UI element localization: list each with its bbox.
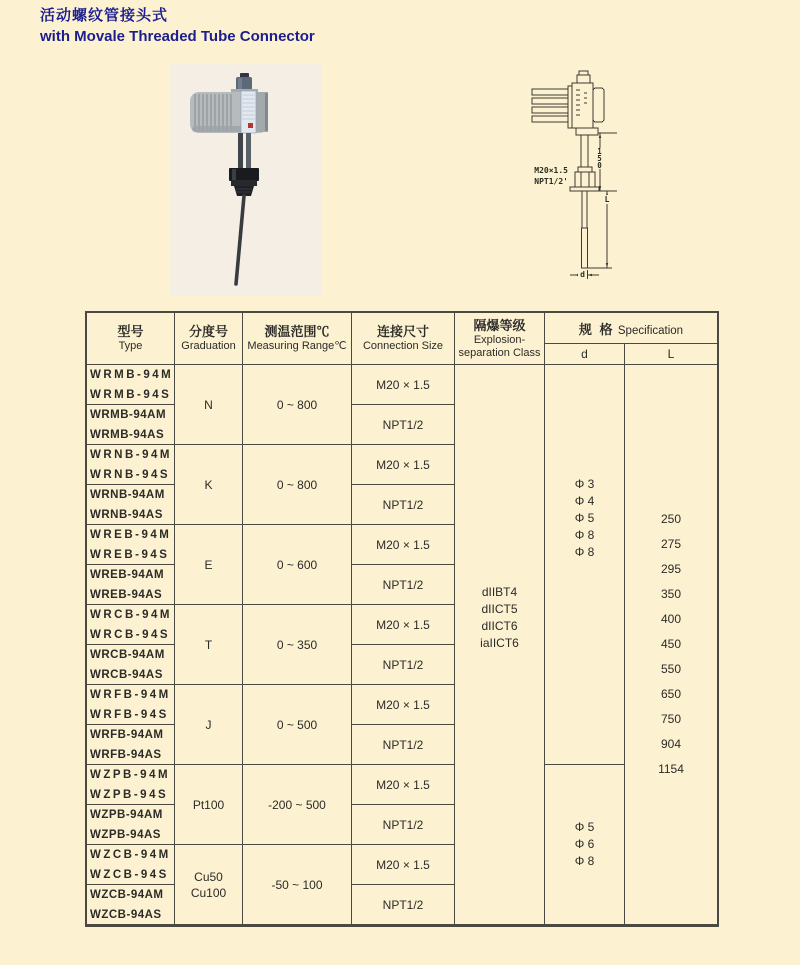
value-line: 250 (660, 512, 682, 526)
diameter-lower-cell (545, 765, 625, 925)
header-graduation-en: Graduation (181, 340, 236, 352)
header-type-en: Type (118, 340, 143, 352)
header-connection-zh: 连接尺寸 (376, 324, 429, 339)
header-spec-en: Specification (617, 324, 684, 337)
header-graduation-zh: 分度号 (188, 324, 228, 339)
graduation-cell (175, 605, 243, 685)
range-cell: 0 ~ 600 (243, 525, 352, 605)
model-cell: WZPB-94S (87, 785, 175, 805)
model-cell: WRCB-94AM (87, 645, 175, 665)
connection-cell: NPT1/2 (352, 805, 455, 845)
model-cell: WREB-94AM (87, 565, 175, 585)
model-cell: WRNB-94AM (87, 485, 175, 505)
connection-cell: NPT1/2 (352, 885, 455, 925)
value-line: J (205, 717, 212, 732)
drawing-neck-tube (581, 135, 588, 167)
range-cell: 0 ~ 500 (243, 685, 352, 765)
connection-cell: NPT1/2 (352, 725, 455, 765)
value-line: dIICT6 (481, 618, 518, 633)
connection-cell: NPT1/2 (352, 565, 455, 605)
value-line: 1154 (658, 762, 684, 776)
model-cell: WRMB-94M (87, 365, 175, 385)
value-line: K (204, 477, 213, 492)
value-line: 750 (660, 712, 682, 726)
page-title (40, 5, 315, 47)
value-line: E (204, 557, 213, 572)
value-line: Pt100 (192, 797, 225, 812)
length-cell (625, 365, 717, 925)
header-d: d (545, 344, 625, 365)
value-line: 400 (660, 612, 682, 626)
connection-cell: M20 × 1.5 (352, 845, 455, 885)
explosion-class-cell (455, 365, 545, 925)
model-cell: WRMB-94AS (87, 425, 175, 445)
model-cell: WZCB-94AM (87, 885, 175, 905)
graduation-cell (175, 445, 243, 525)
table-row (87, 765, 717, 785)
model-cell: WRCB-94M (87, 605, 175, 625)
value-line: dIICT5 (481, 601, 518, 616)
connection-cell: M20 × 1.5 (352, 765, 455, 805)
page-title-zh: 活动螺纹管接头式 (40, 7, 169, 24)
value-line: Φ 5 (574, 511, 595, 525)
model-cell: WZPB-94M (87, 765, 175, 785)
value-line: T (204, 637, 213, 652)
value-line: Φ 3 (574, 477, 595, 491)
value-line: Φ 5 (574, 820, 595, 834)
connection-cell: M20 × 1.5 (352, 445, 455, 485)
model-cell: WRFB-94AS (87, 745, 175, 765)
model-cell: WRFB-94AM (87, 725, 175, 745)
value-line: Cu50 (194, 869, 223, 884)
header-explosion (455, 313, 545, 365)
model-cell: WZPB-94AS (87, 825, 175, 845)
value-line: 295 (660, 562, 682, 576)
model-cell: WZCB-94AS (87, 905, 175, 925)
graduation-cell (175, 365, 243, 445)
connection-cell: M20 × 1.5 (352, 365, 455, 405)
header-explosion-zh: 隔爆等级 (473, 317, 526, 333)
model-cell: WRCB-94AS (87, 665, 175, 685)
graduation-cell (175, 525, 243, 605)
header-range-en: Measuring Range℃ (247, 340, 347, 352)
drawing-thread-fitting (570, 167, 599, 191)
diameter-upper-cell (545, 365, 625, 765)
value-line: iaIICT6 (480, 635, 519, 650)
header-l: L (625, 344, 717, 365)
value-line: Φ 8 (574, 545, 595, 559)
range-cell: 0 ~ 800 (243, 365, 352, 445)
value-line: 650 (660, 687, 682, 701)
range-cell: 0 ~ 350 (243, 605, 352, 685)
header-type-zh: 型号 (117, 324, 144, 339)
graduation-cell (175, 765, 243, 845)
value-line: 904 (660, 737, 682, 751)
model-cell: WRNB-94S (87, 465, 175, 485)
model-cell: WRMB-94AM (87, 405, 175, 425)
header-range (243, 313, 352, 365)
value-line: 450 (660, 637, 682, 651)
range-cell: -200 ~ 500 (243, 765, 352, 845)
model-cell: WRNB-94AS (87, 505, 175, 525)
value-line: Φ 8 (574, 854, 595, 868)
header-explosion-en1: Explosion- (473, 333, 526, 346)
value-line: 550 (660, 662, 682, 676)
header-type (87, 313, 175, 365)
connection-cell: NPT1/2 (352, 485, 455, 525)
model-cell: WREB-94S (87, 545, 175, 565)
graduation-cell (175, 845, 243, 925)
label-red-mark (248, 123, 253, 128)
value-line: Φ 6 (574, 837, 595, 851)
header-specification (545, 313, 717, 344)
model-cell: WRFB-94M (87, 685, 175, 705)
model-cell: WZCB-94S (87, 865, 175, 885)
model-cell: WRFB-94S (87, 705, 175, 725)
dim-label-150: 150 (595, 148, 604, 169)
value-line: 350 (660, 587, 682, 601)
thread-size-label-npt: NPT1/2' (534, 177, 568, 186)
dimension-lines (570, 133, 617, 279)
spec-table (85, 311, 719, 927)
value-line: Cu100 (190, 885, 227, 900)
connection-cell: M20 × 1.5 (352, 685, 455, 725)
range-cell: -50 ~ 100 (243, 845, 352, 925)
model-cell: WZPB-94AM (87, 805, 175, 825)
graduation-cell (175, 685, 243, 765)
connection-cell: NPT1/2 (352, 405, 455, 445)
header-connection-en: Connection Size (362, 340, 444, 352)
connection-cell: NPT1/2 (352, 645, 455, 685)
value-line: N (204, 397, 213, 412)
header-explosion-en2: separation Class (458, 346, 541, 359)
model-cell: WREB-94M (87, 525, 175, 545)
table-row (87, 365, 717, 385)
header-range-zh: 测温范围℃ (264, 324, 330, 339)
model-cell: WRMB-94S (87, 385, 175, 405)
model-cell: WREB-94AS (87, 585, 175, 605)
spec-table-header (87, 313, 717, 365)
value-line: dIIBT4 (481, 584, 518, 599)
spec-table-body (87, 365, 717, 925)
header-connection (352, 313, 455, 365)
thread-size-label-m20: M20×1.5 (534, 166, 568, 175)
drawing-head (532, 71, 604, 135)
header-graduation (175, 313, 243, 365)
product-photo (170, 64, 322, 296)
value-line: 275 (660, 537, 682, 551)
model-cell: WRNB-94M (87, 445, 175, 465)
value-line: Φ 8 (574, 528, 595, 542)
model-cell: WZCB-94M (87, 845, 175, 865)
page-title-en: with Movale Threaded Tube Connector (40, 28, 315, 45)
drawing-probe (582, 191, 588, 268)
connection-cell: M20 × 1.5 (352, 525, 455, 565)
dim-label-d: d (578, 270, 587, 279)
header-spec-zh: 规 格 (578, 321, 615, 337)
range-cell: 0 ~ 800 (243, 445, 352, 525)
model-cell: WRCB-94S (87, 625, 175, 645)
dim-label-L: L (602, 195, 612, 204)
connection-cell: M20 × 1.5 (352, 605, 455, 645)
value-line: Φ 4 (574, 494, 595, 508)
